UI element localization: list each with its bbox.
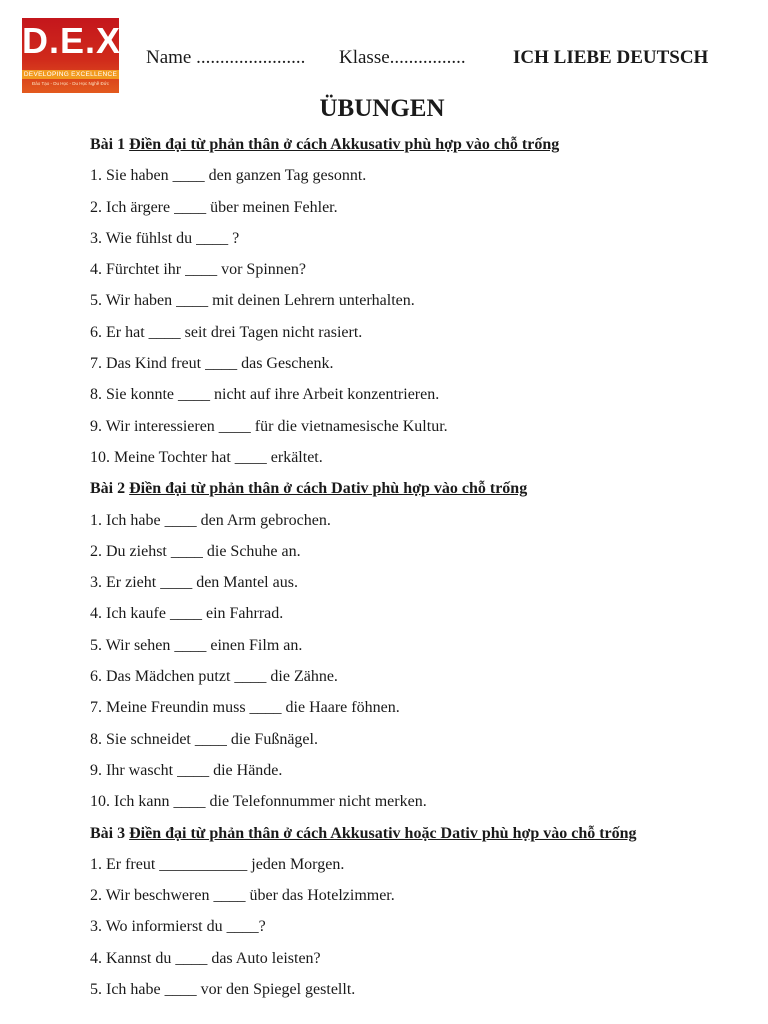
- section-heading-3: [90, 822, 760, 853]
- exercise-item: 8. Sie schneidet ____ die Fußnägel.: [90, 730, 318, 748]
- exercise-item: 3. Wie fühlst du ____ ?: [90, 229, 240, 247]
- exercise-item: 1. Ich habe ____ den Arm gebrochen.: [90, 511, 331, 529]
- class-field: Klasse................: [339, 47, 466, 68]
- section-instruction: Điền đại từ phản thân ở cách Akkusativ phù hợp vào chỗ trống: [129, 136, 560, 153]
- exercise-item: 1. Sie haben ____ den ganzen Tag gesonnt.: [90, 167, 367, 185]
- exercise-item: 10. Ich kann ____ die Telefonnummer nicht merken.: [90, 793, 427, 811]
- section-instruction: Điền đại từ phản thân ở cách Dativ phù hợp vào chỗ trống: [129, 480, 528, 498]
- exercise-item: 5. Wir haben ____ mit deinen Lehrern unterhalten.: [90, 292, 415, 310]
- exercise-item: 5. Wir sehen ____ einen Film an.: [90, 636, 303, 654]
- logo-text: D.E.X: [22, 20, 122, 61]
- page-title: ÜBUNGEN: [319, 95, 445, 122]
- section-heading-2: [90, 477, 760, 508]
- exercise-item: 7. Das Kind freut ____ das Geschenk.: [90, 355, 334, 373]
- exercise-item: 5. Ich habe ____ vor den Spiegel gestellt.: [90, 981, 356, 999]
- exercise-item: 3. Er zieht ____ den Mantel aus.: [90, 574, 298, 592]
- exercise-item: 6. Das Mädchen putzt ____ die Zähne.: [90, 668, 338, 686]
- exercise-item: 8. Sie konnte ____ nicht auf ihre Arbeit konzentrieren.: [90, 386, 440, 404]
- exercise-item: 4. Ich kaufe ____ ein Fahrrad.: [90, 605, 284, 623]
- exercise-item: 7. Meine Freundin muss ____ die Haare föhnen.: [90, 699, 400, 717]
- section-label: Bài 2: [90, 480, 126, 498]
- section-label: Bài 3: [90, 824, 126, 842]
- section-instruction: Điền đại từ phản thân ở cách Akkusativ hoặc Dativ phù hợp vào chỗ trống: [129, 824, 637, 842]
- exercise-item: 4. Fürchtet ihr ____ vor Spinnen?: [90, 261, 306, 279]
- exercise-item: 9. Wir interessieren ____ für die vietnamesische Kultur.: [90, 417, 448, 435]
- exercise-item: 10. Meine Tochter hat ____ erkältet.: [90, 448, 323, 466]
- exercise-item: 4. Kannst du ____ das Auto leisten?: [90, 949, 321, 967]
- exercise-item: 6. Er hat ____ seit drei Tagen nicht rasiert.: [90, 323, 363, 341]
- exercise-item: 9. Ihr wascht ____ die Hände.: [90, 761, 283, 779]
- exercise-item: 2. Du ziehst ____ die Schuhe an.: [90, 542, 301, 560]
- dex-logo: [22, 18, 122, 93]
- course-title: ICH LIEBE DEUTSCH: [513, 47, 709, 68]
- logo-subline: Đào Tạo - Du Học - Du Học Nghề Đức: [32, 81, 109, 86]
- logo-tagline: DEVELOPING EXCELLENCE: [23, 71, 118, 78]
- section-label: Bài 1: [90, 136, 126, 153]
- name-field: Name .......................: [146, 47, 306, 68]
- section-heading-1: [90, 133, 760, 164]
- exercise-item: 1. Er freut ___________ jeden Morgen.: [90, 855, 345, 873]
- worksheet: [90, 133, 760, 1009]
- exercise-item: 2. Ich ärgere ____ über meinen Fehler.: [90, 198, 338, 216]
- exercise-item: 3. Wo informierst du ____?: [90, 918, 266, 936]
- exercise-item: 2. Wir beschweren ____ über das Hotelzimmer.: [90, 887, 395, 905]
